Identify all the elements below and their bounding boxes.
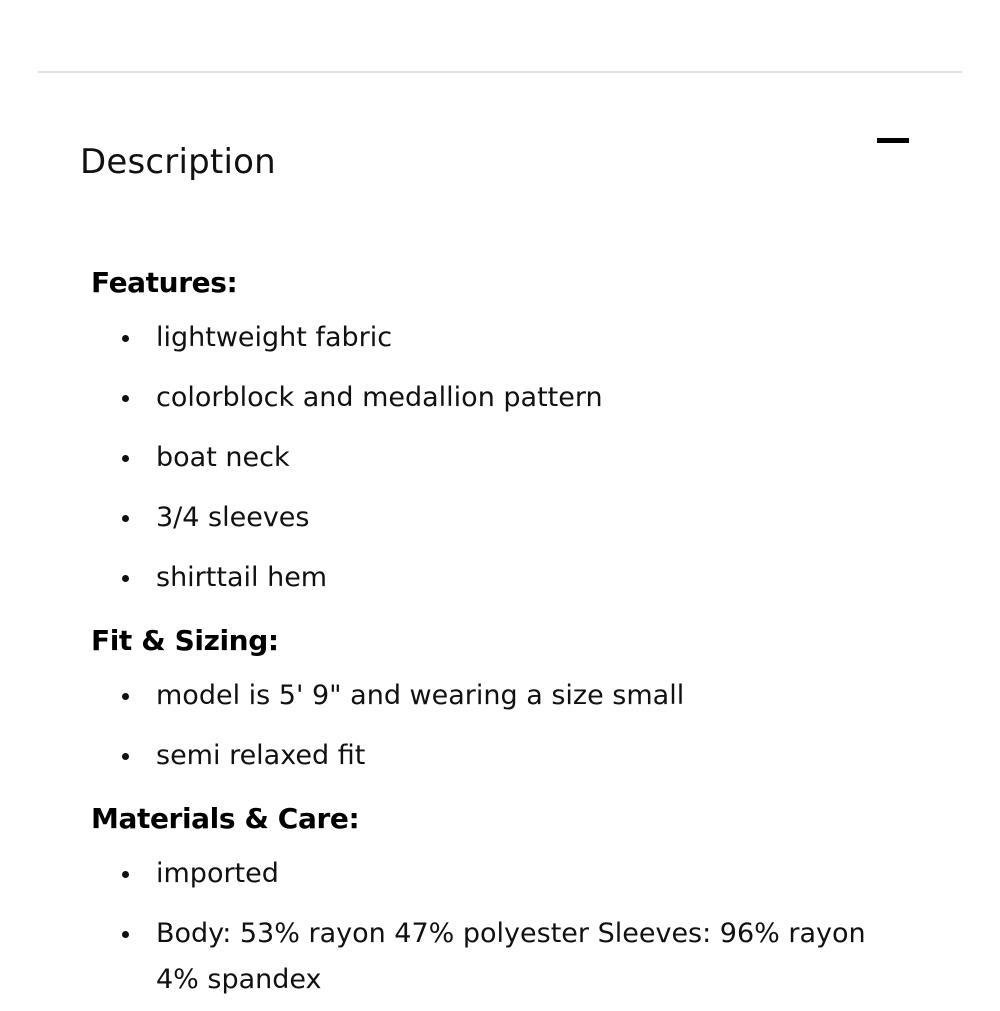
- fit-sizing-list: [91, 666, 951, 786]
- list-item: [91, 844, 951, 904]
- bullet-icon: [122, 753, 129, 760]
- list-item-text: colorblock and medallion pattern: [156, 382, 603, 413]
- description-content: [91, 258, 951, 1011]
- bullet-icon: [122, 335, 129, 342]
- list-item: [91, 726, 951, 786]
- list-item-text: semi relaxed fit: [156, 740, 366, 771]
- materials-care-heading: Materials & Care:: [91, 802, 360, 835]
- list-item: [91, 548, 951, 608]
- description-title: Description: [80, 142, 276, 183]
- bullet-icon: [122, 515, 129, 522]
- description-accordion-header[interactable]: [80, 108, 920, 183]
- minus-icon-bar: [877, 138, 909, 143]
- bullet-icon: [122, 693, 129, 700]
- minus-icon[interactable]: [877, 130, 911, 150]
- list-item-text: boat neck: [156, 442, 290, 473]
- list-item: [91, 488, 951, 548]
- features-list: [91, 308, 951, 608]
- materials-care-list: [91, 844, 951, 1003]
- section-divider: [38, 71, 962, 73]
- list-item: [91, 428, 951, 488]
- list-item: [91, 666, 951, 726]
- list-item: [91, 904, 916, 1003]
- bullet-icon: [122, 931, 129, 938]
- list-item: [91, 368, 951, 428]
- bullet-icon: [122, 871, 129, 878]
- list-item-text: model is 5' 9" and wearing a size small: [156, 680, 685, 711]
- features-heading: Features:: [91, 266, 238, 299]
- fit-sizing-heading: Fit & Sizing:: [91, 624, 279, 657]
- bullet-icon: [122, 575, 129, 582]
- list-item-text: lightweight fabric: [156, 322, 393, 353]
- bullet-icon: [122, 455, 129, 462]
- list-item: [91, 308, 951, 368]
- list-item-text: shirttail hem: [156, 562, 328, 593]
- bullet-icon: [122, 395, 129, 402]
- list-item-text: Body: 53% rayon 47% polyester Sleeves: 96% rayon 4% spandex: [156, 918, 866, 995]
- list-item-text: 3/4 sleeves: [156, 502, 310, 533]
- list-item-text: imported: [156, 858, 279, 889]
